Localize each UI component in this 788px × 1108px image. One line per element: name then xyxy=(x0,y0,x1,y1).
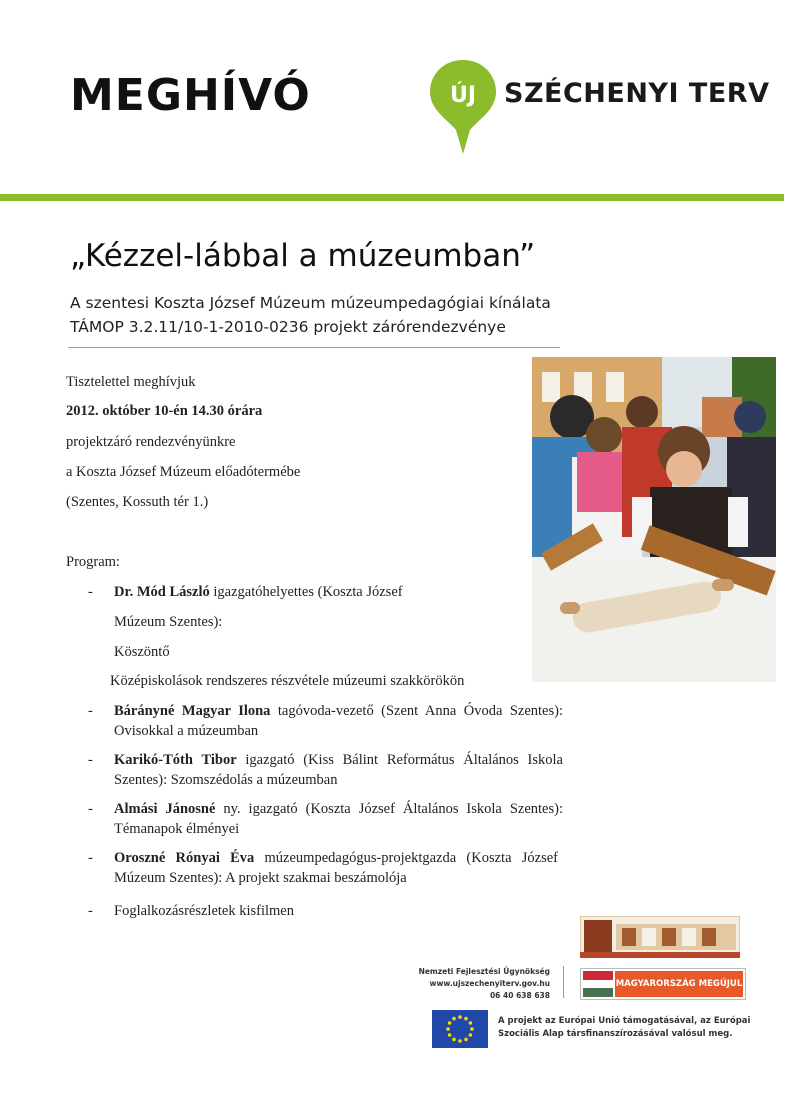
logo-badge-text: ÚJ xyxy=(449,83,477,108)
list-dash: - xyxy=(88,850,93,866)
event-title: „Kézzel-lábbal a múzeumban” xyxy=(70,238,536,274)
list-item xyxy=(0,701,788,745)
talk-title: Köszöntő xyxy=(114,644,170,660)
speaker-role: igazgatóhelyettes (Koszta József xyxy=(209,584,403,600)
page-title: MEGHÍVÓ xyxy=(70,70,311,121)
speaker-role: igazgató (Kiss Bálint Református Általános Iskola Szentes): Szomszédolás a múzeumban xyxy=(114,752,563,788)
magyarorszag-megujul-logo xyxy=(580,968,746,1000)
speaker-role: tagóvoda-vezető (Szent Anna Óvoda Szentes): Ovisokkal a múzeumban xyxy=(114,703,563,739)
header-divider xyxy=(0,194,784,201)
eu-funding-note: A projekt az Európai Unió támogatásával, az Európai Szociális Alap társfinanszírozásával valósul meg. xyxy=(498,1016,751,1039)
mm-label: MAGYARORSZÁG MEGÚJUL xyxy=(615,971,743,997)
nfu-website: www.ujszechenyiterv.gov.hu xyxy=(429,979,550,988)
list-dash: - xyxy=(88,752,93,768)
museum-logo-icon xyxy=(580,916,740,958)
nfu-name: Nemzeti Fejlesztési Ügynökség xyxy=(418,967,550,976)
list-dash: - xyxy=(88,903,93,919)
speaker-name: Bárányné Magyar Ilona xyxy=(114,703,271,719)
event-subtitle: A szentesi Koszta József Múzeum múzeumpedagógiai kínálata xyxy=(70,294,551,312)
invitation-line: projektzáró rendezvényünkre xyxy=(66,434,236,450)
invitation-datetime: 2012. október 10-én 14.30 órára xyxy=(66,403,263,419)
invitation-venue: a Koszta József Múzeum előadótermébe xyxy=(66,464,301,480)
program-item-text: Foglalkozásrészletek kisfilmen xyxy=(114,903,294,919)
list-dash: - xyxy=(88,801,93,817)
project-code: TÁMOP 3.2.11/10-1-2010-0236 projekt zárórendezvénye xyxy=(70,318,506,336)
speaker-name: Karikó-Tóth Tibor xyxy=(114,752,237,768)
list-dash: - xyxy=(88,703,93,719)
invitation-greeting: Tisztelettel meghívjuk xyxy=(66,374,196,390)
szechenyi-logo-icon xyxy=(428,58,498,156)
program-label: Program: xyxy=(66,554,120,570)
speaker-name: Mód László xyxy=(136,584,210,600)
list-item xyxy=(0,750,788,794)
speaker-prefix: Dr. xyxy=(114,584,137,600)
eu-flag-icon xyxy=(432,1010,488,1048)
speaker-role: múzeumpedagógus-projektgazda (Koszta József Múzeum Szentes): A projekt szakmai beszámolója xyxy=(114,850,558,886)
logo-text: SZÉCHENYI TERV xyxy=(504,78,770,109)
list-item xyxy=(0,582,788,692)
list-dash: - xyxy=(88,584,93,600)
list-item xyxy=(0,799,788,843)
nfu-info xyxy=(410,966,550,1002)
speaker-role: ny. igazgató (Koszta József Általános Iskola Szentes): Témanapok élményei xyxy=(114,801,563,837)
subtitle-divider xyxy=(68,347,560,348)
invitation-address: (Szentes, Kossuth tér 1.) xyxy=(66,494,209,510)
list-item xyxy=(0,848,788,892)
hungarian-flag-icon xyxy=(583,971,613,997)
footer-divider xyxy=(563,966,564,998)
nfu-phone: 06 40 638 638 xyxy=(489,991,550,1000)
speaker-role-cont: Múzeum Szentes): xyxy=(114,614,223,630)
speaker-name: Almási Jánosné xyxy=(114,801,216,817)
talk-title: Középiskolások rendszeres részvétele múzeumi szakkörökön xyxy=(110,673,465,689)
speaker-name: Oroszné Rónyai Éva xyxy=(114,850,255,866)
